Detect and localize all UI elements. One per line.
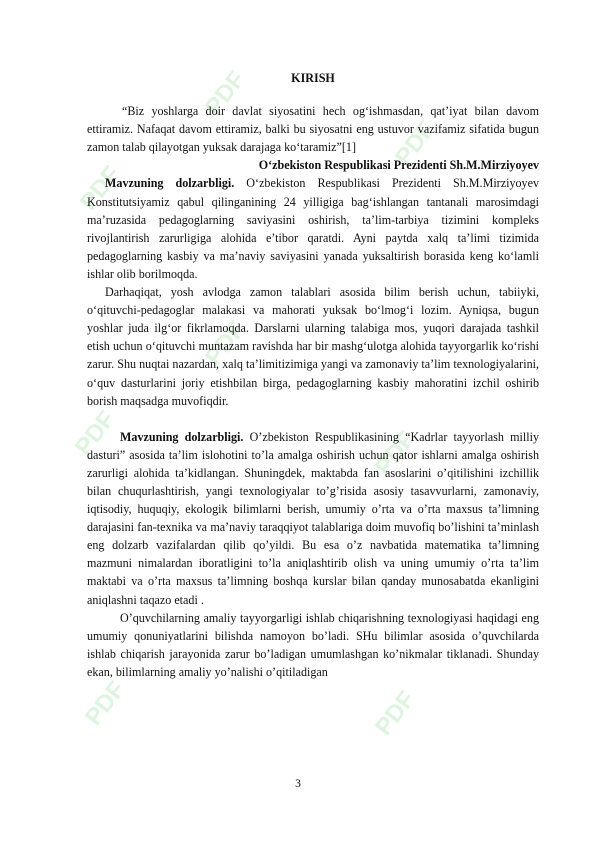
svg-text:PDF: PDF <box>369 686 421 741</box>
svg-text:PDF: PDF <box>199 316 251 371</box>
svg-text:PDF: PDF <box>79 676 131 731</box>
svg-text:PDF: PDF <box>389 116 441 171</box>
document-title: KIRISH <box>291 71 335 85</box>
paragraph-text: O’zbekiston Respublikasining “Kadrlar tayyorlash milliy dasturi” asosida ta’lim islohotini to’la amalga oshirish uchun qator ishlarni amalga oshirish zarurligi alohida ta’kidlangan. Shuningdek, maktabda fan asoslarini o’qitilishini izchillik bilan chuqurlashtirish, yangi texnologiyalar to’g’risida asosiy tasavvurlarni, zamonaviy, iqtisodiy, huquqiy, ekologik bilimlarni berish, umumiy o’rta va o’rta maxsus ta’limning darajasini fan-texnika va ma’naviy taraqqiyot talablariga doim muvofiq bo’lishini ta’minlash eng dolzarb vazifalardan qilib qo’yildi. Bu esa o’z navbatida matematika ta’limning mazmuni nimalardan iboratligini to’la aniqlashtirib olish va uning umumiy o’rta ta’lim maktabi va o’rta maxsus ta’limning boshqa kurslar bilan qanday munosabatda ekanligini aniqlashni taqazo etadi . <box>87 429 539 607</box>
paragraph-4: O’quvchilarning amaliy tayyorgarligi ishlab chiqarishning texnologiyasi haqidagi eng umumiy qonuniyatlarini bilishda namoyon bo’ladi. SHu bilimlar asosida o’quvchilarda ishlab chiqarish jarayonida zarur bo’ladigan umumlashgan ko’nikmalar tiklanadi. Shunday ekan, bilimlarning amaliy yo’nalishi o’qitiladigan <box>87 610 539 679</box>
epigraph-author: O‘zbekiston Respublikasi Prezidenti Sh.M.Mirziyoyev <box>258 158 539 173</box>
paragraph-text: O‘zbekiston Respublikasi Prezidenti Sh.M.Mirziyoyev Konstitutsiyamiz qabul qilinganining 24 yilligiga bag‘ishlangan tantanali marosimdagi ma’ruzasida pedagoglarning saviyasini oshirish, ta’lim-tarbiya tizimini kompleks rivojlantirish zarurligiga alohida e’tibor qaratdi. Ayni paytda xalq ta’limi tizimida pedagoglarning kasbiy va ma’naviy saviyasini yanada yuksaltirish borasida keng ko‘lamli ishlar olib borilmoqda. <box>87 176 539 281</box>
paragraph-lead: Mavzuning dolzarbligi. <box>105 176 235 191</box>
epigraph-quote: “Biz yoshlarga doir davlat siyosatini hech og‘ishmasdan, qat’iyat bilan davom ettiramiz. Nafaqat davom ettiramiz, balki bu siyosatni eng ustuvor vazifamiz sifatida bugun zamon talab qilayotgan yuksak darajaga ko‘taramiz”[1] <box>87 104 539 155</box>
paragraph-spacer <box>87 410 539 428</box>
paragraph-relevance-2 <box>87 428 539 609</box>
document-body <box>87 69 539 681</box>
paragraph-relevance-1 <box>87 174 539 283</box>
paragraph-lead: Mavzuning dolzarbligi. <box>120 429 244 444</box>
svg-text:PDF: PDF <box>69 406 121 461</box>
page-number: 3 <box>295 778 301 790</box>
paragraph-2: Darhaqiqat, yosh avlodga zamon talablari asosida bilim berish uchun, tabiiyki, o‘qituvchi-pedagoglar malakasi va mahorati yuksak bo‘lmog‘i lozim. Ayniqsa, bugun yoshlar juda ilg‘or fikrlamoqda. Darslarni ularning talabiga mos, yuqori darajada tashkil etish uchun o‘qituvchi muntazam ravishda har bir mashg‘ulotga alohida tayyorgarlik ko‘rishi zarur. Shu nuqtai nazardan, xalq ta’limitizimiga yangi va zamonaviy ta’lim texnologiyalarini, o‘quv dasturlarini joriy etishbilan birga, pedagoglarning kasbiy mahoratini izchil oshirib borish maqsadga muvofiqdir. <box>87 285 539 408</box>
svg-text:PDF: PDF <box>74 161 126 216</box>
svg-text:PDF: PDF <box>199 66 251 121</box>
svg-text:PDF: PDF <box>369 426 421 481</box>
